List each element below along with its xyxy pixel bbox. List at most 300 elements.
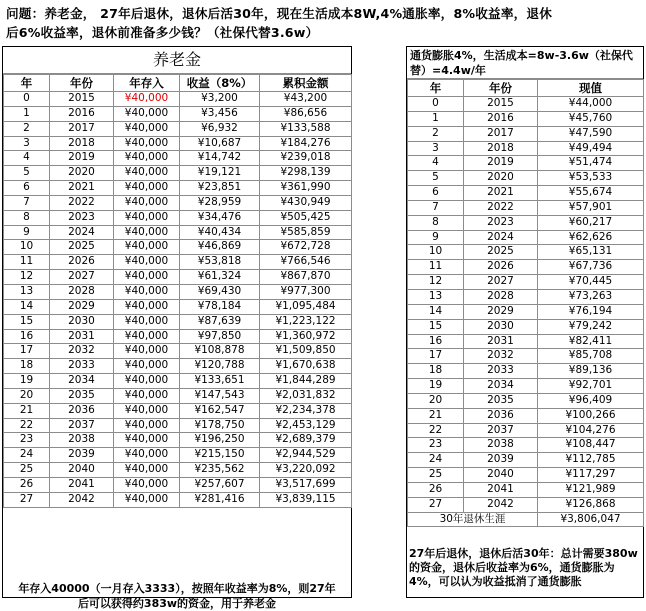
- table-cell: ¥120,788: [180, 359, 260, 374]
- table-cell: ¥40,000: [114, 329, 180, 344]
- table-cell: ¥40,000: [114, 388, 180, 403]
- table-cell: ¥55,674: [538, 186, 644, 201]
- table-cell: ¥53,533: [538, 171, 644, 186]
- table-row: [4, 270, 352, 285]
- table-cell: ¥10,687: [180, 136, 260, 151]
- table-cell: 2036: [464, 408, 538, 423]
- table-cell: 19: [408, 379, 464, 394]
- pension-savings-table: [2, 46, 352, 610]
- table-cell: 2028: [50, 284, 114, 299]
- table-row: [408, 200, 644, 215]
- table-cell: 2024: [50, 225, 114, 240]
- table-cell: 2038: [464, 438, 538, 453]
- table-cell: 2040: [464, 468, 538, 483]
- table-cell: ¥298,139: [260, 166, 352, 181]
- table-cell: 2023: [464, 215, 538, 230]
- table-row: [408, 230, 644, 245]
- table-cell: 18: [4, 359, 50, 374]
- question-line-1: 问题：养老金， 27年后退休，退休后活30年，现在生活成本8W,4%通胀率，8%收益率，退休: [6, 6, 552, 21]
- table-cell: ¥67,736: [538, 260, 644, 275]
- table-cell: ¥73,263: [538, 289, 644, 304]
- table-cell: 4: [4, 151, 50, 166]
- table-cell: 11: [4, 255, 50, 270]
- table-row: [4, 255, 352, 270]
- table-cell: 20: [4, 388, 50, 403]
- table-cell: ¥40,000: [114, 344, 180, 359]
- table-cell: 7: [4, 195, 50, 210]
- table-cell: ¥57,901: [538, 200, 644, 215]
- table-cell: ¥2,689,379: [260, 433, 352, 448]
- question-text: [6, 4, 636, 42]
- table-cell: 27: [4, 492, 50, 507]
- left-table-title: 养老金: [3, 47, 351, 74]
- table-cell: 2017: [464, 126, 538, 141]
- table-cell: 1: [408, 111, 464, 126]
- table-row: [408, 156, 644, 171]
- table-cell: 2032: [464, 349, 538, 364]
- table-row: [408, 482, 644, 497]
- table-cell: 2018: [50, 136, 114, 151]
- table-row: [4, 477, 352, 492]
- table-cell: ¥147,543: [180, 388, 260, 403]
- table-cell: ¥69,430: [180, 284, 260, 299]
- table-cell: 17: [4, 344, 50, 359]
- table-cell: 2041: [50, 477, 114, 492]
- table-row: [408, 497, 644, 512]
- table-cell: 26: [4, 477, 50, 492]
- column-header: 现值: [538, 80, 644, 97]
- table-cell: ¥3,517,699: [260, 477, 352, 492]
- table-row: [4, 403, 352, 418]
- table-row: [408, 408, 644, 423]
- table-cell: ¥40,000: [114, 255, 180, 270]
- table-cell: 2027: [464, 275, 538, 290]
- table-cell: ¥40,000: [114, 166, 180, 181]
- table-row: [408, 111, 644, 126]
- column-header: 年份: [464, 80, 538, 97]
- table-cell: 2016: [50, 106, 114, 121]
- table-cell: 10: [408, 245, 464, 260]
- table-row: [408, 126, 644, 141]
- table-cell: ¥2,944,529: [260, 448, 352, 463]
- table-cell: 2030: [50, 314, 114, 329]
- table-cell: 17: [408, 349, 464, 364]
- table-row: [408, 393, 644, 408]
- table-cell: 14: [4, 299, 50, 314]
- table-cell: ¥70,445: [538, 275, 644, 290]
- table-row: [4, 195, 352, 210]
- table-cell: ¥672,728: [260, 240, 352, 255]
- table-row: [408, 453, 644, 468]
- table-cell: 21: [408, 408, 464, 423]
- table-cell: 2022: [464, 200, 538, 215]
- table-cell: ¥2,234,378: [260, 403, 352, 418]
- table-cell: 8: [4, 210, 50, 225]
- table-cell: ¥40,000: [114, 463, 180, 478]
- table-cell: ¥40,000: [114, 374, 180, 389]
- table-cell: 5: [4, 166, 50, 181]
- table-cell: ¥133,651: [180, 374, 260, 389]
- table-cell: 12: [408, 275, 464, 290]
- table-row: [4, 240, 352, 255]
- table-cell: 2042: [464, 497, 538, 512]
- table-cell: ¥49,494: [538, 141, 644, 156]
- table-cell: ¥430,949: [260, 195, 352, 210]
- table-cell: ¥76,194: [538, 304, 644, 319]
- table-cell: ¥104,276: [538, 423, 644, 438]
- table-header-row: [4, 75, 352, 92]
- table-cell: 10: [4, 240, 50, 255]
- table-cell: 11: [408, 260, 464, 275]
- table-row: [408, 334, 644, 349]
- table-row: [408, 364, 644, 379]
- table-cell: 2034: [464, 379, 538, 394]
- table-cell: ¥257,607: [180, 477, 260, 492]
- table-cell: ¥53,818: [180, 255, 260, 270]
- table-cell: ¥40,000: [114, 92, 180, 107]
- left-footnote-line-2: 后可以获得约383w的资金，用于养老金: [77, 597, 277, 610]
- table-cell: ¥14,742: [180, 151, 260, 166]
- table-row: [408, 349, 644, 364]
- table-cell: 7: [408, 200, 464, 215]
- table-row: [408, 304, 644, 319]
- table-cell: 2033: [464, 364, 538, 379]
- table-cell: ¥96,409: [538, 393, 644, 408]
- table-cell: ¥34,476: [180, 210, 260, 225]
- column-header: 收益（8%）: [180, 75, 260, 92]
- table-cell: 2016: [464, 111, 538, 126]
- table-cell: 3: [408, 141, 464, 156]
- table-cell: 2020: [464, 171, 538, 186]
- right-table-title: 通货膨胀4%，生活成本=8w-3.6w（社保代替）=4.4w/年: [407, 47, 643, 79]
- table-cell: ¥215,150: [180, 448, 260, 463]
- table-cell: 27: [408, 497, 464, 512]
- table-cell: ¥361,990: [260, 181, 352, 196]
- table-cell: 2029: [464, 304, 538, 319]
- table-row: [4, 166, 352, 181]
- table-cell: ¥3,456: [180, 106, 260, 121]
- table-cell: ¥60,217: [538, 215, 644, 230]
- table-row: [4, 374, 352, 389]
- table-cell: 22: [408, 423, 464, 438]
- table-cell: ¥79,242: [538, 319, 644, 334]
- table-cell: ¥1,844,289: [260, 374, 352, 389]
- table-cell: 20: [408, 393, 464, 408]
- table-cell: 22: [4, 418, 50, 433]
- table-row: [4, 329, 352, 344]
- table-cell: ¥1,095,484: [260, 299, 352, 314]
- table-cell: ¥97,850: [180, 329, 260, 344]
- table-cell: ¥3,200: [180, 92, 260, 107]
- table-row: [4, 492, 352, 507]
- savings-table: [3, 74, 352, 508]
- table-row: [408, 260, 644, 275]
- table-cell: 2035: [464, 393, 538, 408]
- table-cell: ¥45,760: [538, 111, 644, 126]
- table-cell: 2: [408, 126, 464, 141]
- table-cell: 2022: [50, 195, 114, 210]
- table-cell: 6: [408, 186, 464, 201]
- table-cell: ¥100,266: [538, 408, 644, 423]
- table-cell: 2028: [464, 289, 538, 304]
- column-header: 年存入: [114, 75, 180, 92]
- table-cell: ¥40,000: [114, 492, 180, 507]
- table-row: [4, 151, 352, 166]
- table-cell: ¥40,000: [114, 151, 180, 166]
- column-header: 累积金额: [260, 75, 352, 92]
- table-cell: ¥40,000: [114, 121, 180, 136]
- table-cell: ¥178,750: [180, 418, 260, 433]
- table-cell: 25: [4, 463, 50, 478]
- table-cell: 2020: [50, 166, 114, 181]
- table-cell: 2031: [464, 334, 538, 349]
- table-row: [4, 359, 352, 374]
- table-cell: 9: [4, 225, 50, 240]
- table-row: [4, 344, 352, 359]
- table-cell: ¥112,785: [538, 453, 644, 468]
- table-cell: 5: [408, 171, 464, 186]
- table-cell: 2019: [464, 156, 538, 171]
- table-cell: ¥1,360,972: [260, 329, 352, 344]
- total-row: [408, 512, 644, 527]
- table-cell: 16: [4, 329, 50, 344]
- table-row: [4, 136, 352, 151]
- table-cell: 2017: [50, 121, 114, 136]
- table-cell: 13: [4, 284, 50, 299]
- table-cell: ¥108,447: [538, 438, 644, 453]
- table-cell: 2029: [50, 299, 114, 314]
- right-footnote: 27年后退休，退休后活30年：总计需要380w的资金，退休后收益率为6%，通货膨胀为4%，可以认为收益抵消了通货膨胀: [409, 547, 638, 588]
- question-line-2: 后6%收益率，退休前准备多少钱？（社保代替3.6w）: [6, 25, 319, 40]
- table-cell: 2021: [464, 186, 538, 201]
- table-cell: ¥235,562: [180, 463, 260, 478]
- table-cell: ¥51,474: [538, 156, 644, 171]
- table-cell: 2024: [464, 230, 538, 245]
- table-cell: 21: [4, 403, 50, 418]
- table-cell: 2032: [50, 344, 114, 359]
- table-cell: 15: [4, 314, 50, 329]
- table-cell: ¥1,509,850: [260, 344, 352, 359]
- table-cell: 2039: [50, 448, 114, 463]
- table-cell: 12: [4, 270, 50, 285]
- table-cell: ¥1,670,638: [260, 359, 352, 374]
- table-cell: ¥85,708: [538, 349, 644, 364]
- living-cost-table: [406, 46, 644, 598]
- table-cell: ¥40,000: [114, 225, 180, 240]
- table-cell: 2030: [464, 319, 538, 334]
- table-row: [408, 97, 644, 112]
- table-cell: ¥133,588: [260, 121, 352, 136]
- table-cell: 2027: [50, 270, 114, 285]
- table-cell: ¥162,547: [180, 403, 260, 418]
- table-cell: 18: [408, 364, 464, 379]
- table-row: [4, 299, 352, 314]
- table-row: [4, 284, 352, 299]
- table-cell: 14: [408, 304, 464, 319]
- table-cell: ¥239,018: [260, 151, 352, 166]
- table-cell: 9: [408, 230, 464, 245]
- table-cell: ¥19,121: [180, 166, 260, 181]
- table-row: [408, 171, 644, 186]
- table-row: [4, 463, 352, 478]
- table-row: [408, 438, 644, 453]
- table-cell: ¥40,000: [114, 284, 180, 299]
- table-cell: ¥196,250: [180, 433, 260, 448]
- table-cell: ¥61,324: [180, 270, 260, 285]
- table-cell: 2037: [464, 423, 538, 438]
- table-row: [408, 379, 644, 394]
- table-cell: ¥62,626: [538, 230, 644, 245]
- column-header: 年: [4, 75, 50, 92]
- table-cell: ¥40,000: [114, 448, 180, 463]
- table-row: [408, 141, 644, 156]
- present-value-table: [407, 79, 644, 527]
- table-cell: ¥281,416: [180, 492, 260, 507]
- table-cell: ¥40,434: [180, 225, 260, 240]
- table-cell: ¥108,878: [180, 344, 260, 359]
- table-row: [408, 245, 644, 260]
- table-cell: 2033: [50, 359, 114, 374]
- table-cell: ¥82,411: [538, 334, 644, 349]
- table-cell: ¥867,870: [260, 270, 352, 285]
- table-cell: ¥23,851: [180, 181, 260, 196]
- table-cell: 2042: [50, 492, 114, 507]
- table-cell: 8: [408, 215, 464, 230]
- table-cell: 2026: [50, 255, 114, 270]
- table-cell: ¥40,000: [114, 210, 180, 225]
- table-cell: 2: [4, 121, 50, 136]
- table-cell: 2025: [464, 245, 538, 260]
- table-row: [4, 92, 352, 107]
- table-cell: ¥184,276: [260, 136, 352, 151]
- table-cell: 0: [4, 92, 50, 107]
- table-cell: ¥92,701: [538, 379, 644, 394]
- table-cell: 2034: [50, 374, 114, 389]
- table-cell: ¥40,000: [114, 359, 180, 374]
- table-cell: 2036: [50, 403, 114, 418]
- table-cell: ¥28,959: [180, 195, 260, 210]
- table-cell: 25: [408, 468, 464, 483]
- table-row: [408, 186, 644, 201]
- table-cell: 2035: [50, 388, 114, 403]
- table-cell: ¥977,300: [260, 284, 352, 299]
- table-cell: ¥40,000: [114, 477, 180, 492]
- table-row: [4, 106, 352, 121]
- table-cell: ¥40,000: [114, 270, 180, 285]
- table-row: [4, 121, 352, 136]
- table-cell: 0: [408, 97, 464, 112]
- table-row: [408, 423, 644, 438]
- table-cell: 2041: [464, 482, 538, 497]
- table-row: [408, 275, 644, 290]
- table-cell: ¥2,453,129: [260, 418, 352, 433]
- table-cell: 2019: [50, 151, 114, 166]
- table-row: [4, 433, 352, 448]
- table-cell: ¥44,000: [538, 97, 644, 112]
- table-row: [4, 314, 352, 329]
- table-cell: 2031: [50, 329, 114, 344]
- table-cell: ¥40,000: [114, 181, 180, 196]
- column-header: 年: [408, 80, 464, 97]
- table-cell: 2015: [50, 92, 114, 107]
- table-cell: ¥43,200: [260, 92, 352, 107]
- table-cell: ¥87,639: [180, 314, 260, 329]
- table-cell: ¥40,000: [114, 136, 180, 151]
- table-row: [4, 388, 352, 403]
- table-cell: ¥117,297: [538, 468, 644, 483]
- table-cell: ¥6,932: [180, 121, 260, 136]
- table-cell: ¥40,000: [114, 433, 180, 448]
- table-cell: ¥40,000: [114, 106, 180, 121]
- total-label: 30年退休生涯: [408, 512, 538, 527]
- table-cell: ¥1,223,122: [260, 314, 352, 329]
- table-cell: ¥40,000: [114, 299, 180, 314]
- left-footnote-line-1: 年存入40000（一月存入3333），按照年收益率为8%，则27年: [18, 582, 336, 595]
- table-cell: ¥766,546: [260, 255, 352, 270]
- table-cell: ¥86,656: [260, 106, 352, 121]
- table-row: [4, 210, 352, 225]
- table-cell: 4: [408, 156, 464, 171]
- table-cell: 24: [408, 453, 464, 468]
- table-cell: ¥505,425: [260, 210, 352, 225]
- table-cell: 24: [4, 448, 50, 463]
- table-cell: 13: [408, 289, 464, 304]
- table-row: [4, 225, 352, 240]
- table-cell: 23: [4, 433, 50, 448]
- table-cell: 2037: [50, 418, 114, 433]
- table-cell: ¥126,868: [538, 497, 644, 512]
- table-row: [408, 319, 644, 334]
- table-row: [408, 215, 644, 230]
- column-header: 年份: [50, 75, 114, 92]
- table-cell: ¥3,220,092: [260, 463, 352, 478]
- table-cell: 2040: [50, 463, 114, 478]
- table-cell: 2039: [464, 453, 538, 468]
- table-cell: 26: [408, 482, 464, 497]
- table-cell: 23: [408, 438, 464, 453]
- table-cell: 2025: [50, 240, 114, 255]
- table-row: [408, 289, 644, 304]
- table-row: [4, 418, 352, 433]
- table-cell: ¥121,989: [538, 482, 644, 497]
- table-cell: ¥2,031,832: [260, 388, 352, 403]
- table-row: [4, 181, 352, 196]
- left-footnote: [7, 581, 347, 611]
- table-cell: ¥585,859: [260, 225, 352, 240]
- table-cell: 2023: [50, 210, 114, 225]
- table-row: [408, 468, 644, 483]
- table-cell: ¥47,590: [538, 126, 644, 141]
- table-cell: ¥3,839,115: [260, 492, 352, 507]
- table-cell: 2026: [464, 260, 538, 275]
- table-cell: 1: [4, 106, 50, 121]
- table-row: [4, 448, 352, 463]
- table-cell: ¥40,000: [114, 314, 180, 329]
- table-cell: 16: [408, 334, 464, 349]
- table-cell: 2038: [50, 433, 114, 448]
- table-cell: ¥40,000: [114, 240, 180, 255]
- table-cell: 2021: [50, 181, 114, 196]
- table-cell: 2015: [464, 97, 538, 112]
- table-cell: ¥78,184: [180, 299, 260, 314]
- table-cell: 19: [4, 374, 50, 389]
- table-cell: 3: [4, 136, 50, 151]
- table-cell: 15: [408, 319, 464, 334]
- table-cell: ¥65,131: [538, 245, 644, 260]
- total-value: ¥3,806,047: [538, 512, 644, 527]
- table-header-row: [408, 80, 644, 97]
- table-cell: 6: [4, 181, 50, 196]
